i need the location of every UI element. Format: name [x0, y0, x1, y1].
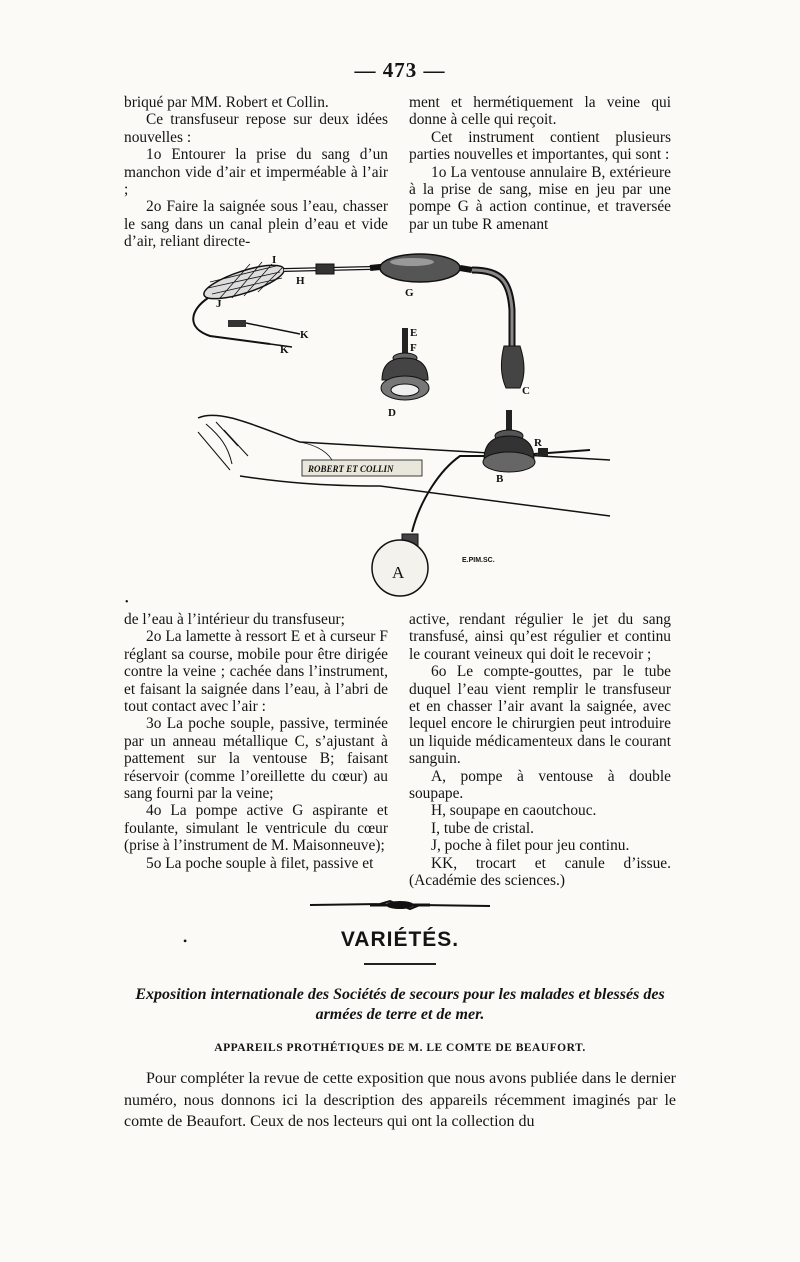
paragraph: 1o La ventouse annulaire B, extérieure à la prise de sang, mise en jeu par une pompe G à action continue, et traversée par un tube R amenant	[409, 163, 671, 233]
rubber-valve-illustration	[316, 264, 334, 274]
figure-label-r: R	[534, 437, 542, 449]
paragraph: de l’eau à l’intérieur du transfuseur;	[124, 611, 345, 628]
brand-inscription: ROBERT ET COLLIN	[308, 464, 394, 474]
article-subtitle: APPAREILS PROTHÉTIQUES DE M. LE COMTE DE BEAUFORT.	[214, 1042, 586, 1054]
figure-label-k: K	[280, 344, 289, 356]
paragraph: 4o La pompe active G aspirante et foulante, simulant le ventricule du cœur (prise à l’instrument de M. Maisonneuve);	[124, 802, 388, 855]
figure-label-a: A	[392, 563, 405, 582]
ornamental-divider	[310, 898, 490, 912]
figure-label-h: H	[296, 275, 305, 287]
legend-item: A, pompe à ventouse à double soupape.	[409, 767, 671, 803]
figure-label-f: F	[410, 342, 417, 354]
text-column-bottom-left	[124, 611, 388, 872]
figure-label-e: E	[410, 327, 418, 339]
pump-bulb-illustration	[370, 254, 472, 282]
paragraph: 2o Faire la saignée sous l’eau, chasser le sang dans un canal plein d’eau et vide d’air, reliant directe-	[124, 198, 388, 251]
section-title: VARIÉTÉS.	[340, 928, 460, 951]
paragraph: Cet instrument contient plusieurs parties nouvelles et importantes, qui sont :	[409, 128, 671, 164]
paragraph: ment et hermétiquement la veine qui donne à celle qui reçoit.	[409, 94, 671, 129]
transfusion-apparatus-figure	[120, 250, 680, 600]
paragraph: 1o Entourer la prise du sang d’un manchon vide d’air et imperméable à l’air ;	[124, 146, 388, 199]
paragraph: active, rendant régulier le jet du sang transfusé, ainsi qu’est régulier et continu le courant veineux qui doit le recevoir ;	[409, 611, 671, 663]
legend-item: KK, trocart et canule d’issue. (Académie des sciences.)	[409, 854, 671, 890]
paragraph: 3o La poche souple, passive, terminée par un anneau métallique C, s’ajustant à pattement sur la ventouse B; faisant réservoir (comme l’oreillette du cœur) au sang fourni par la veine;	[124, 715, 388, 803]
text-column-bottom-right	[409, 611, 671, 890]
engraver-signature: E.PIM.SC.	[462, 557, 495, 564]
figure-label-j: J	[216, 298, 222, 310]
cup-component-illustration	[381, 328, 429, 400]
print-speck: •	[183, 934, 188, 948]
title-rule	[364, 963, 436, 965]
figure-label-g: G	[405, 287, 414, 299]
legend-item: I, tube de cristal.	[431, 819, 534, 837]
article-body: Pour compléter la revue de cette exposition que nous avons publiée dans le dernier numéro, nous donnons ici la description des appareils récemment imaginés par le comte de Beaufort. Ceux de nos lecteurs qui ont la collection du	[124, 1070, 676, 1130]
text-column-top-right	[409, 94, 671, 233]
paragraph: briqué par MM. Robert et Collin.	[124, 94, 329, 111]
figure-label-b: B	[496, 473, 504, 485]
legend-item: H, soupape en caoutchouc.	[431, 802, 597, 820]
pump-reservoir-illustration	[501, 346, 524, 388]
page-number: — 473 —	[354, 58, 446, 82]
paragraph: 5o La poche souple à filet, passive et	[146, 854, 374, 872]
paragraph: Ce transfuseur repose sur deux idées nouvelles :	[124, 111, 388, 146]
figure-label-c: C	[522, 385, 530, 397]
article-title: Exposition internationale des Sociétés de secours pour les malades et blessés des armées de terre et de mer.	[135, 986, 665, 1023]
figure-label-i: I	[272, 254, 277, 266]
figure-label-d: D	[388, 407, 396, 419]
figure-label-k: K	[300, 329, 309, 341]
paragraph: 2o La lamette à ressort E et à curseur F réglant sa course, mobile pour être dirigée contre la veine ; cachée dans l’instrument, et faisant la saignée dans l’eau, à l’abri de tout contact avec l’air :	[124, 628, 388, 716]
print-speck: •	[125, 597, 129, 608]
paragraph: 6o Le compte-gouttes, par le tube duquel l’eau vient remplir le transfuseur et en chasser l’air avant la saignée, avec lequel encore le chirurgien peut introduire un liquide médicamenteux dans le courant sanguin.	[409, 663, 671, 768]
legend-item: J, poche à filet pour jeu continu.	[431, 837, 630, 855]
text-column-top-left	[124, 94, 388, 251]
